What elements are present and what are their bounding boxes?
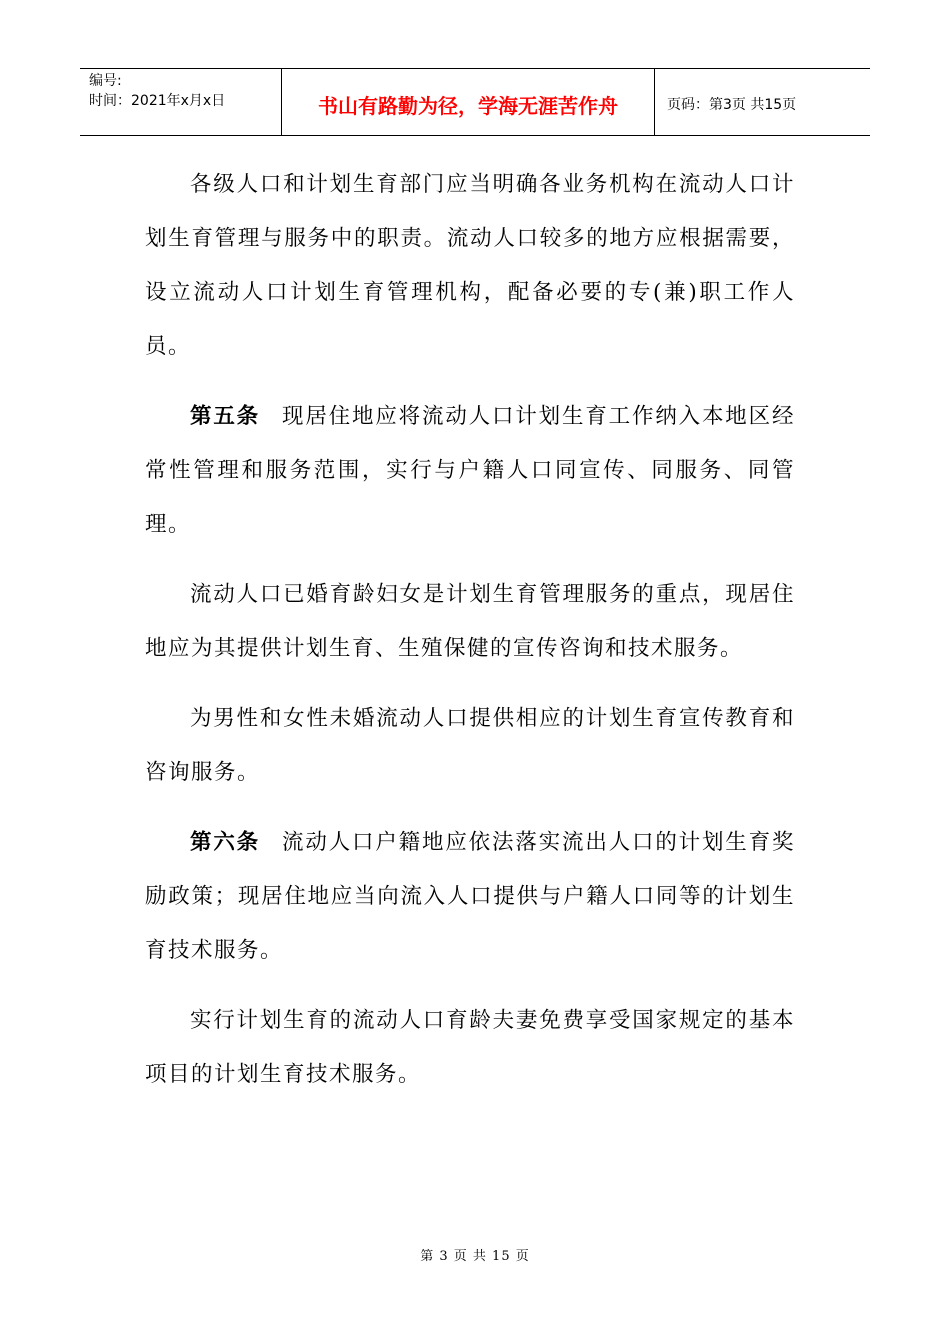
paragraph-text: 各级人口和计划生育部门应当明确各业务机构在流动人口计划生育管理与服务中的职责。流动人口较多的地方应根据需要，设立流动人口计划生育管理机构，配备必要的专(兼)职工作人员。 (145, 172, 795, 359)
document-header (80, 68, 870, 136)
header-motto: 书山有路勤为径，学海无涯苦作舟 (282, 69, 655, 135)
paragraph-article-6 (145, 816, 795, 978)
paragraph-text: 实行计划生育的流动人口育龄夫妻免费享受国家规定的基本项目的计划生育技术服务。 (145, 1008, 795, 1087)
paragraph (145, 692, 795, 800)
paragraph-text: 流动人口已婚育龄妇女是计划生育管理服务的重点，现居住地应为其提供计划生育、生殖保健的宣传咨询和技术服务。 (145, 582, 795, 661)
paragraph (145, 568, 795, 676)
article-number: 第五条 (190, 404, 260, 429)
paragraph (145, 158, 795, 374)
paragraph-text: 为男性和女性未婚流动人口提供相应的计划生育宣传教育和咨询服务。 (145, 706, 795, 785)
page-footer: 第 3 页 共 15 页 (420, 1249, 530, 1264)
number-label: 编号: (89, 73, 122, 89)
paragraph (145, 994, 795, 1102)
article-number: 第六条 (190, 830, 260, 855)
time-label: 时间：2021年x月x日 (89, 93, 226, 109)
document-body (145, 158, 795, 1118)
paragraph-article-5 (145, 390, 795, 552)
paragraph-text: 现居住地应将流动人口计划生育工作纳入本地区经常性管理和服务范围，实行与户籍人口同宣传、同服务、同管理。 (145, 404, 795, 537)
header-page-info: 页码：第3页 共15页 (667, 97, 797, 113)
paragraph-text: 流动人口户籍地应依法落实流出人口的计划生育奖励政策；现居住地应当向流入人口提供与户籍人口同等的计划生育技术服务。 (145, 830, 795, 963)
header-meta (80, 69, 282, 135)
